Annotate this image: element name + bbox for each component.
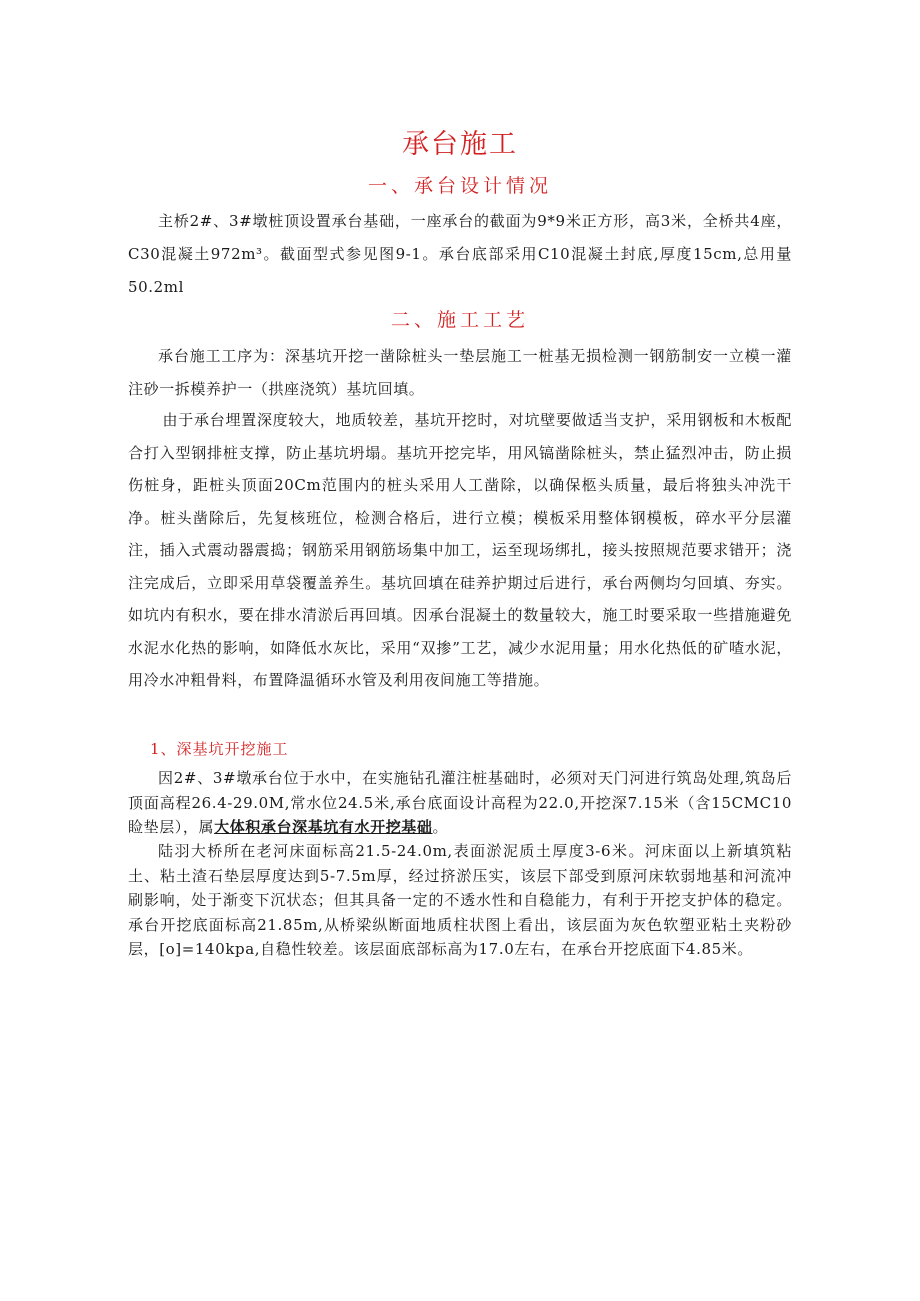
design-paragraph: 主桥2#、3#墩桩顶设置承台基础，一座承台的截面为9*9米正方形，高3米，全桥共4座，C30混凝土972m³。截面型式参见图9-1。承台底部采用C10混凝土封底,厚度15cm,总用量50.2ml <box>128 212 792 296</box>
process-sequence-paragraph: 承台施工工序为：深基坑开挖一凿除桩头一垫层施工一桩基无损检测一钢筋制安一立模一灌注砂一拆模养护一（拱座浇筑）基坑回填。 <box>128 347 792 398</box>
document-title: 承台施工 <box>402 129 518 160</box>
section-heading-design: 一、承台设计情况 <box>367 175 552 197</box>
process-detail-paragraph: 由于承台埋置深度较大，地质较差，基坑开挖时，对坑壁要做适当支护，采用钢板和木板配合打入型钢排桩支撑，防止基坑坍塌。基坑开挖完毕，用风镐凿除桩头，禁止猛烈冲击，防止损伤桩身，距桩头顶面20Cm范围内的桩头采用人工凿除，以确保柩头质量，最后将独头冲洗干净。桩头凿除后，先复核班位，检测合格后，进行立模；模板采用整体钢模板，碎水平分层灌注，插入式震动器震捣；钢筋采用钢筋场集中加工，运至现场绑扎，接头按照规范要求错开；浇注完成后，立即采用草袋覆盖养生。基坑回填在硅养护期过后进行，承台两侧均匀回填、夯实。如坑内有积水，要在排水清淤后再回填。因承台混凝土的数量较大，施工时要采取一些措施避免水泥水化热的影响，如降低水灰比，采用“双掺”工艺，减少水泥用量；用水化热低的矿喳水泥，用冷水冲粗骨料，布置降温循环水管及利用夜间施工等措施。 <box>128 411 792 689</box>
subsection-heading-excavation: 1、深基坑开挖施工 <box>150 740 289 758</box>
excavation-text-after: 。 <box>432 818 449 836</box>
excavation-paragraph <box>128 766 792 840</box>
excavation-emphasis: 大体积承台深基坑有水开挖基础 <box>214 818 433 836</box>
geology-paragraph: 陆羽大桥所在老河床面标高21.5-24.0m,表面淤泥质土厚度3-6米。河床面以上新填筑粘土、粘土渣石垫层厚度达到5-7.5m厚，经过挤淤压实，该层下部受到原河床软弱地基和河流冲刷影响，处于渐变下沉状态；但其具备一定的不透水性和自稳能力，有利于开挖支护体的稳定。承台开挖底面标高21.85m,从桥梁纵断面地质柱状图上看出，该层面为灰色软塑亚粘土夹粉砂层，[o]=140kpa,自稳性较差。该层面底部标高为17.0左右，在承台开挖底面下4.85米。 <box>128 842 792 958</box>
excavation-text-before: 因2#、3#墩承台位于水中，在实施钻孔灌注桩基础时，必须对天门河进行筑岛处理,筑岛后顶面高程26.4-29.0M,常水位24.5米,承台底面设计高程为22.0,开挖深7.15米（含15CMC10睑垫层），属 <box>128 769 792 836</box>
section-heading-process: 二、施工工艺 <box>390 309 529 331</box>
